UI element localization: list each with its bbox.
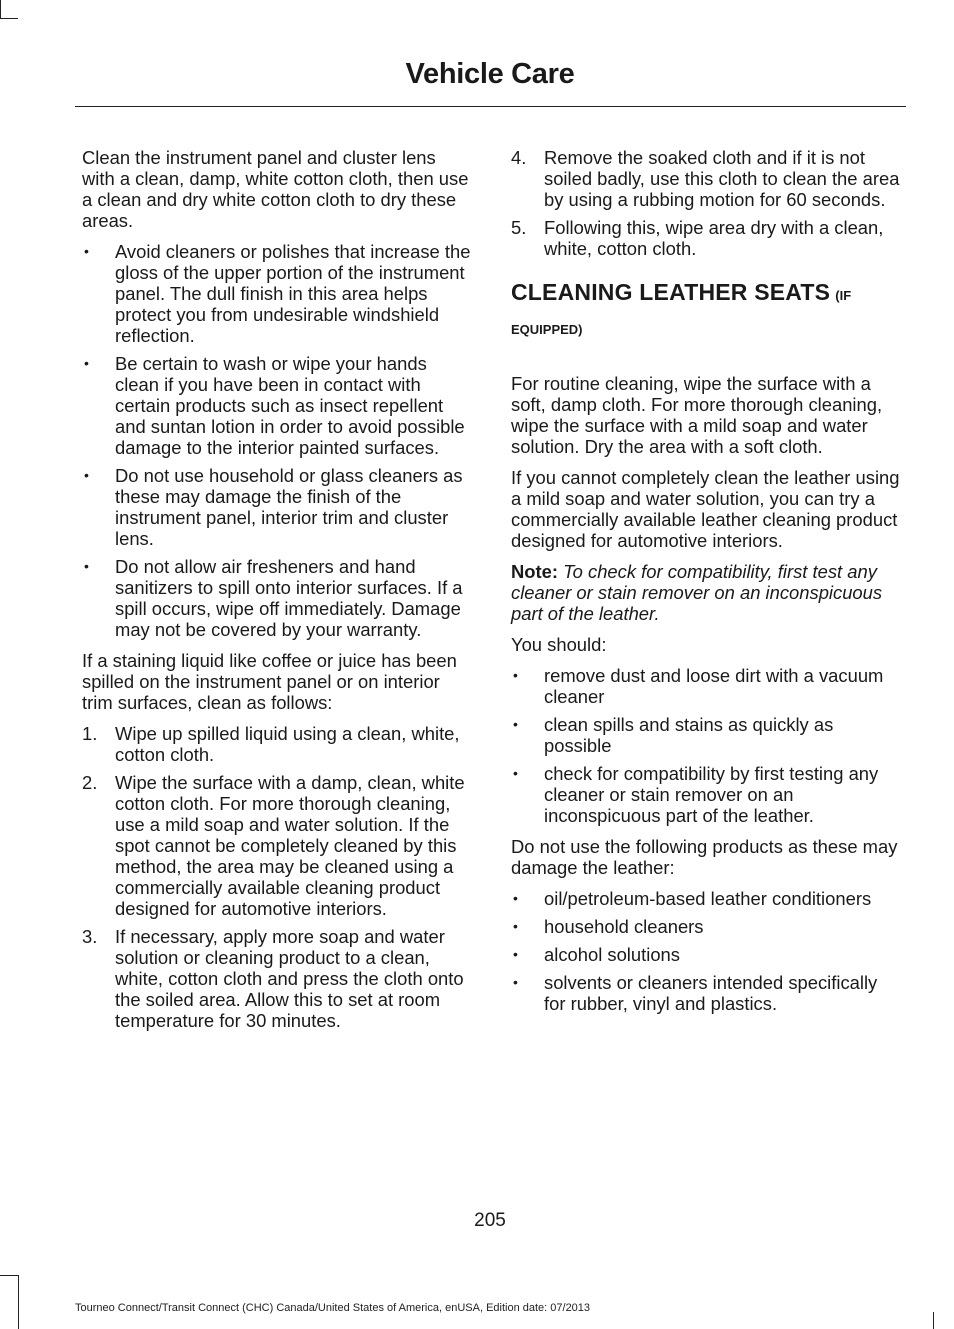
- step-number: 3.: [82, 926, 98, 947]
- note-text: To check for compatibility, first test any cleaner or stain remover on an inconspicuous part of the leather.: [511, 561, 883, 624]
- step-item: 4. Remove the soaked cloth and if it is not soiled badly, use this cloth to clean the area by using a rubbing motion for 60 seconds.: [511, 147, 900, 210]
- caution-list: [82, 241, 472, 640]
- step-item: 2. Wipe the surface with a damp, clean, white cotton cloth. For more thorough cleaning, use a mild soap and water solution. If the spot cannot be completely cleaned by this method, the area may be cleaned using a commercially available cleaning product designed for automotive interiors.: [82, 772, 465, 919]
- right-column: [511, 147, 903, 1024]
- avoid-intro: Do not use the following products as these may damage the leather:: [511, 836, 898, 878]
- crop-mark: [0, 0, 1, 18]
- list-item: • Do not use household or glass cleaners as these may damage the finish of the instrument panel, interior trim and cluster lens.: [84, 465, 463, 549]
- bullet-icon: •: [513, 667, 518, 683]
- bullet-icon: •: [513, 918, 518, 934]
- step-item: 5. Following this, wipe area dry with a clean, white, cotton cloth.: [511, 217, 884, 259]
- list-item: • Do not allow air fresheners and hand sanitizers to spill onto interior surfaces. If a spill occurs, wipe off immediately. Damage may not be covered by your warranty.: [84, 556, 463, 640]
- bullet-icon: •: [513, 946, 518, 962]
- step-number: 2.: [82, 772, 98, 793]
- list-item: • solvents or cleaners intended specifically for rubber, vinyl and plastics.: [513, 972, 878, 1014]
- bullet-icon: •: [84, 243, 89, 259]
- section-title-suffix: (IF EQUIPPED): [511, 288, 852, 337]
- bullet-icon: •: [84, 558, 89, 574]
- list-item: • Be certain to wash or wipe your hands clean if you have been in contact with certain products such as insect repellent and suntan lotion in order to avoid possible damage to the interior painted surfaces.: [84, 353, 465, 458]
- section-title: CLEANING LEATHER SEATS: [511, 279, 831, 305]
- bullet-icon: •: [84, 467, 89, 483]
- bullet-icon: •: [513, 974, 518, 990]
- list-item: • Avoid cleaners or polishes that increase the gloss of the upper portion of the instrument panel. The dull finish in this area helps protect you from undesirable windshield reflection.: [84, 241, 471, 346]
- list-item: • oil/petroleum-based leather conditioners: [513, 888, 872, 909]
- page-number: 205: [474, 1210, 506, 1231]
- step-item: 3. If necessary, apply more soap and water solution or cleaning product to a clean, white, cotton cloth and press the cloth onto the soiled area. Allow this to set at room temperature for 30 minutes.: [82, 926, 464, 1031]
- header-rule: [75, 106, 906, 107]
- avoid-list: [511, 888, 903, 1014]
- crop-mark: [18, 1275, 19, 1329]
- crop-mark: [933, 1312, 934, 1329]
- list-item: • remove dust and loose dirt with a vacuum cleaner: [513, 665, 884, 707]
- should-list: [511, 665, 903, 826]
- crop-mark: [0, 18, 18, 19]
- section-heading: [511, 279, 903, 347]
- bullet-icon: •: [513, 716, 518, 732]
- note: [511, 561, 903, 624]
- list-item: • household cleaners: [513, 916, 704, 937]
- footer-text: Tourneo Connect/Transit Connect (CHC) Canada/United States of America, enUSA, Edition date: 07/2013: [75, 1302, 591, 1314]
- list-item: • check for compatibility by first testing any cleaner or stain remover on an inconspicuous part of the leather.: [513, 763, 879, 826]
- step-number: 5.: [511, 217, 527, 238]
- note-label: Note:: [511, 561, 558, 582]
- cleaning-steps-continued: [511, 147, 903, 259]
- step-number: 4.: [511, 147, 527, 168]
- routine-cleaning-paragraph: For routine cleaning, wipe the surface with a soft, damp cloth. For more thorough cleaning, wipe the surface with a mild soap and water solution. Dry the area with a soft cloth.: [511, 373, 883, 457]
- bullet-icon: •: [513, 765, 518, 781]
- bullet-icon: •: [513, 890, 518, 906]
- bullet-icon: •: [84, 355, 89, 371]
- crop-mark: [0, 1275, 18, 1276]
- staining-intro: If a staining liquid like coffee or juice has been spilled on the instrument panel or on interior trim surfaces, clean as follows:: [82, 650, 457, 713]
- step-number: 1.: [82, 723, 98, 744]
- list-item: • clean spills and stains as quickly as possible: [513, 714, 834, 756]
- cleaning-steps: [82, 723, 472, 1031]
- list-item: • alcohol solutions: [513, 944, 680, 965]
- left-column: [82, 147, 472, 1041]
- step-item: 1. Wipe up spilled liquid using a clean, white, cotton cloth.: [82, 723, 460, 765]
- intro-paragraph: Clean the instrument panel and cluster lens with a clean, damp, white cotton cloth, then use a clean and dry white cotton cloth to dry these areas.: [82, 147, 469, 231]
- leather-cleaner-paragraph: If you cannot completely clean the leather using a mild soap and water solution, you can try a commercially available leather cleaning product designed for automotive interiors.: [511, 467, 900, 551]
- page-title: Vehicle Care: [405, 58, 575, 90]
- should-intro: You should:: [511, 634, 607, 655]
